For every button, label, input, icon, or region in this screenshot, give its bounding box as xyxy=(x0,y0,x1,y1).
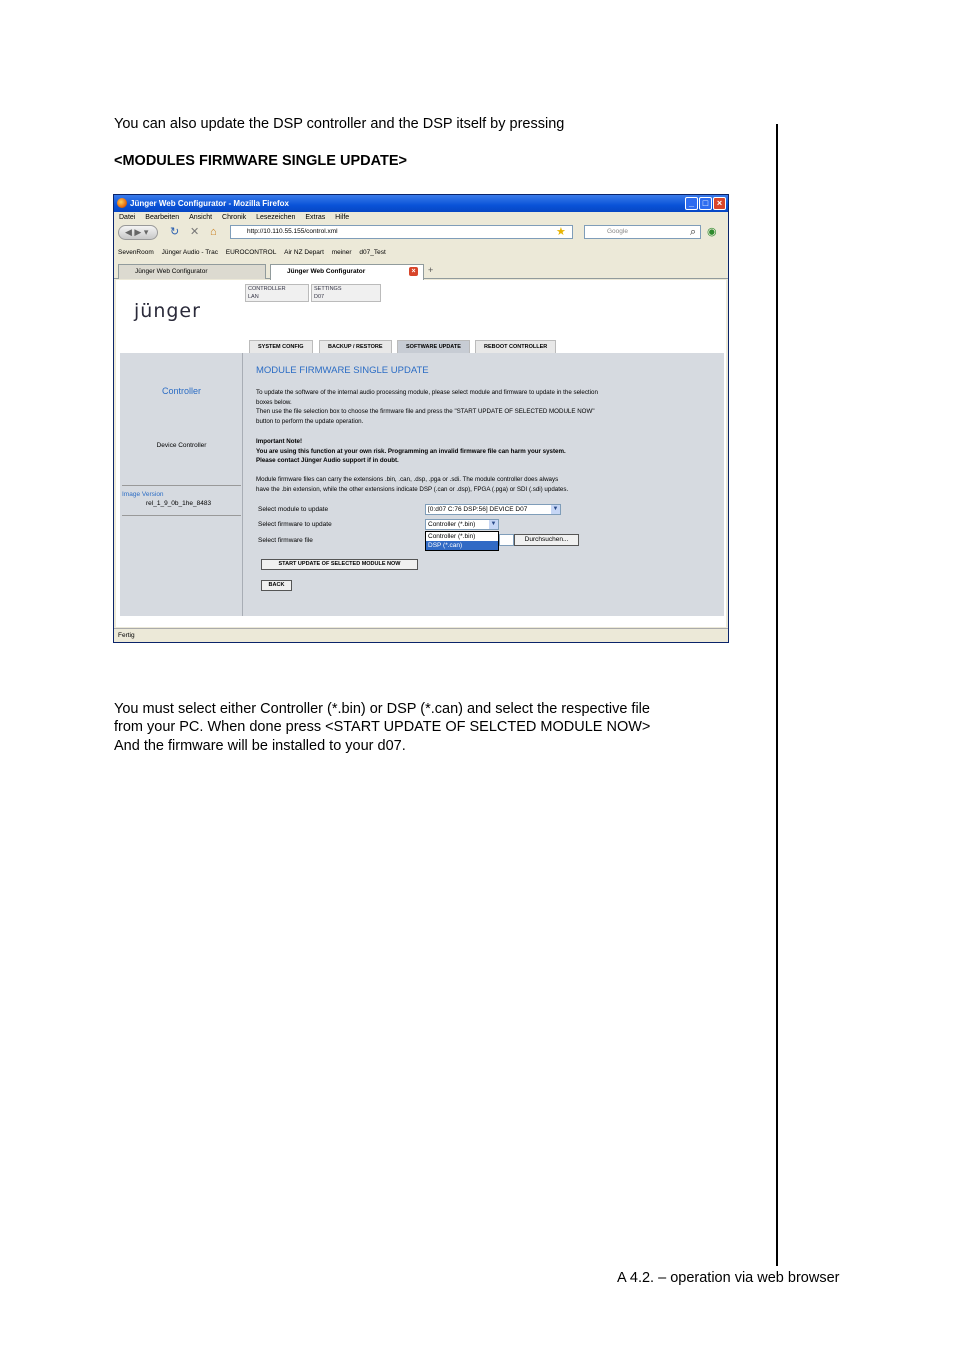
divider xyxy=(122,485,241,486)
settings-header-label: SETTINGS xyxy=(314,286,342,292)
note-title: Important Note! xyxy=(256,438,303,445)
firmware-select-value: Controller (*.bin) xyxy=(428,521,476,528)
divider xyxy=(122,515,241,516)
instruction-line-2: from your PC. When done press <START UPDATE OF SELCTED MODULE NOW> xyxy=(114,719,651,735)
instructions-line: button to perform the update operation. xyxy=(256,417,364,425)
window-titlebar xyxy=(114,195,728,212)
bookmark-meiner[interactable]: meiner xyxy=(331,249,352,256)
chevron-down-icon[interactable]: ▼ xyxy=(552,506,559,512)
chevron-down-icon[interactable]: ▼ xyxy=(490,521,497,527)
menu-bar xyxy=(114,212,728,223)
firmware-dropdown-list xyxy=(425,531,499,551)
close-window-button[interactable]: × xyxy=(713,197,726,210)
tab-system-config[interactable]: SYSTEM CONFIG xyxy=(249,340,313,353)
margin-rule xyxy=(776,124,778,1266)
instructions-line: boxes below. xyxy=(256,398,292,406)
browser-tab-label: Jünger Web Configurator xyxy=(287,268,366,275)
bookmark-eurocontrol[interactable]: EUROCONTROL xyxy=(225,249,277,256)
instruction-line-1: You must select either Controller (*.bin) or DSP (*.can) and select the respective file xyxy=(114,701,650,717)
bookmarks-toolbar xyxy=(114,247,728,259)
device-controller-label: Device Controller xyxy=(156,442,207,449)
instruction-line-3: And the firmware will be installed to your d07. xyxy=(114,738,406,754)
tab-backup-restore[interactable]: BACKUP / RESTORE xyxy=(319,340,392,353)
addon-icon[interactable]: ◉ xyxy=(707,226,717,238)
module-select-label: Select module to update xyxy=(258,506,329,513)
extensions-line: have the .bin extension, while the other extensions indicate DSP (.can or .dsp), FPGA (.pga) or SDI (.sdi) updates. xyxy=(256,485,569,493)
page-viewport xyxy=(116,280,726,627)
menu-hilfe[interactable]: Hilfe xyxy=(335,214,350,221)
extensions-text xyxy=(256,475,706,494)
menu-extras[interactable]: Extras xyxy=(305,214,326,221)
browser-tab-2[interactable] xyxy=(270,264,424,280)
module-select-value: [0:d07 C:76 DSP:56] DEVICE D07 xyxy=(428,506,528,513)
close-tab-icon[interactable]: × xyxy=(409,267,418,276)
start-update-button[interactable]: START UPDATE OF SELECTED MODULE NOW xyxy=(261,559,418,570)
module-select[interactable] xyxy=(425,504,561,515)
menu-lesezeichen[interactable]: Lesezeichen xyxy=(256,214,296,221)
back-forward-button[interactable]: ◀ ▶ ▾ xyxy=(118,225,158,240)
file-select-label: Select firmware file xyxy=(258,537,313,544)
module-update-heading: MODULE FIRMWARE SINGLE UPDATE xyxy=(256,365,429,376)
browser-tab-label: Jünger Web Configurator xyxy=(135,268,208,275)
main-panel xyxy=(243,353,724,616)
controller-header-label: CONTROLLER xyxy=(248,286,286,292)
menu-ansicht[interactable]: Ansicht xyxy=(189,214,213,221)
menu-bearbeiten[interactable]: Bearbeiten xyxy=(145,214,180,221)
file-path-input[interactable] xyxy=(499,534,514,546)
star-icon[interactable]: ★ xyxy=(556,226,566,238)
bookmark-junger-trac[interactable]: Jünger Audio - Trac xyxy=(161,249,218,256)
firefox-icon xyxy=(117,198,127,208)
extensions-line: Module firmware files can carry the extensions .bin, .can, .dsp, .pga or .sdi. The module controller does always xyxy=(256,476,559,483)
intro-text: You can also update the DSP controller and the DSP itself by pressing xyxy=(114,116,565,132)
instructions-line: To update the software of the internal audio processing module, please select module and firmware to update in the selection xyxy=(256,389,598,396)
tab-software-update[interactable]: SOFTWARE UPDATE xyxy=(397,340,470,353)
image-version-value: rel_1_9_0b_1he_8483 xyxy=(146,500,212,507)
stop-icon[interactable]: ✕ xyxy=(190,226,200,238)
maximize-button[interactable]: □ xyxy=(699,197,712,210)
bookmark-airnz[interactable]: Air NZ Depart xyxy=(284,249,324,256)
settings-header-box xyxy=(311,284,381,302)
back-button[interactable]: BACK xyxy=(261,580,292,591)
status-text: Fertig xyxy=(118,632,135,639)
settings-header-value: D07 xyxy=(314,294,325,300)
junger-logo: jünger xyxy=(134,300,201,322)
note-line: You are using this function at your own risk. Programming an invalid firmware file can harm your system. xyxy=(256,447,566,455)
reload-icon[interactable]: ↻ xyxy=(170,226,180,238)
bookmark-d07-test[interactable]: d07_Test xyxy=(359,249,386,256)
browser-tab-bar xyxy=(114,263,728,279)
browser-screenshot xyxy=(113,194,729,643)
note-line: Please contact Jünger Audio support if in doubt. xyxy=(256,457,399,464)
menu-datei[interactable]: Datei xyxy=(119,214,136,221)
browser-tab-1[interactable] xyxy=(118,264,266,279)
important-note xyxy=(256,437,706,466)
controller-header-value: LAN xyxy=(248,294,259,300)
search-input[interactable]: Google xyxy=(584,225,701,239)
option-dsp-can[interactable]: DSP (*.can) xyxy=(426,541,498,550)
new-tab-icon[interactable]: + xyxy=(428,265,434,275)
firmware-select[interactable] xyxy=(425,519,499,530)
bookmark-sevenroom[interactable]: SevenRoom xyxy=(118,249,154,256)
minimize-button[interactable]: _ xyxy=(685,197,698,210)
menu-chronik[interactable]: Chronik xyxy=(222,214,247,221)
left-panel xyxy=(120,353,243,616)
section-heading: <MODULES FIRMWARE SINGLE UPDATE> xyxy=(114,153,407,169)
window-title: Jünger Web Configurator - Mozilla Firefox xyxy=(130,199,289,208)
home-icon[interactable]: ⌂ xyxy=(210,226,217,238)
instructions-text xyxy=(256,388,706,426)
navigation-toolbar xyxy=(114,223,728,242)
instructions-line: Then use the file selection box to choose the firmware file and press the "START UPDATE OF SELECTED MODULE NOW" xyxy=(256,408,595,415)
firmware-select-label: Select firmware to update xyxy=(258,521,332,528)
status-bar xyxy=(114,628,728,642)
controller-title: Controller xyxy=(161,386,201,396)
image-version-label: Image Version xyxy=(122,491,164,498)
browse-button[interactable]: Durchsuchen... xyxy=(514,534,579,546)
url-input[interactable]: http://10.110.55.155/control.xml xyxy=(230,225,573,239)
search-icon[interactable]: ⌕ xyxy=(690,226,697,238)
controller-header-box xyxy=(245,284,309,302)
page-footer: A 4.2. – operation via web browser xyxy=(617,1270,840,1286)
tab-reboot-controller[interactable]: REBOOT CONTROLLER xyxy=(475,340,556,353)
option-controller-bin[interactable]: Controller (*.bin) xyxy=(428,533,476,540)
